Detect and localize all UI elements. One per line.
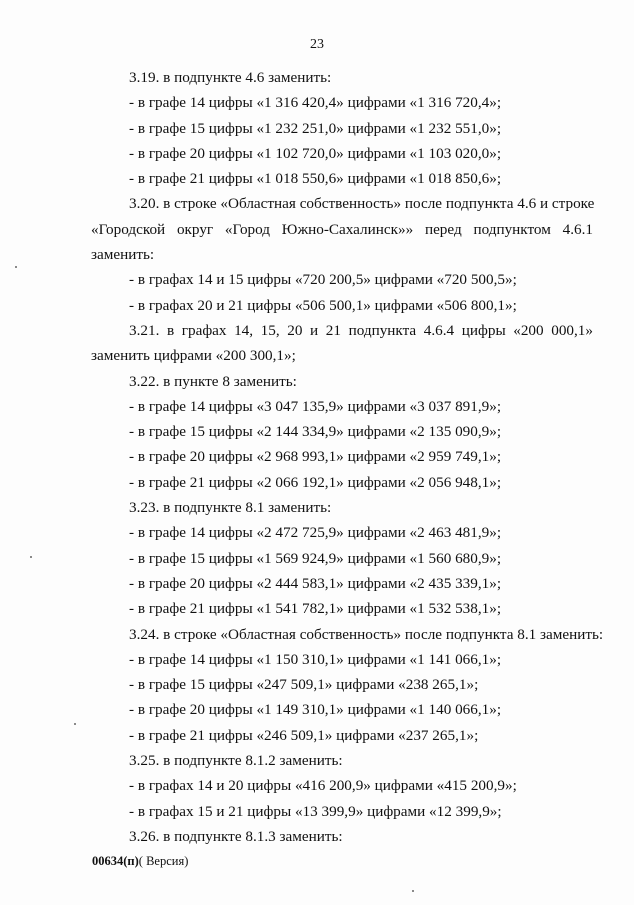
clause-3-19-item: - в графе 20 цифры «1 102 720,0» цифрами «1 103 020,0»; (129, 144, 502, 162)
scan-speck (30, 556, 32, 558)
clause-3-21-line-1: 3.21. в графах 14, 15, 20 и 21 подпункта 4.6.4 цифры «200 000,1» (129, 321, 593, 339)
scan-speck (74, 723, 76, 725)
clause-3-19-item: - в графе 14 цифры «1 316 420,4» цифрами «1 316 720,4»; (129, 94, 502, 112)
clause-3-23-item: - в графе 15 цифры «1 569 924,9» цифрами «1 560 680,9»; (129, 549, 502, 567)
clause-3-24-heading: 3.24. в строке «Областная собственность» после подпункта 8.1 заменить: (129, 625, 604, 643)
clause-3-23-heading: 3.23. в подпункте 8.1 заменить: (129, 499, 332, 517)
scan-speck (15, 266, 17, 268)
scan-speck (412, 890, 414, 892)
clause-3-22-item: - в графе 14 цифры «3 047 135,9» цифрами «3 037 891,9»; (129, 397, 502, 415)
clause-3-21-line-2: заменить цифрами «200 300,1»; (91, 347, 296, 365)
clause-3-25-item: - в графах 14 и 20 цифры «416 200,9» цифрами «415 200,9»; (129, 777, 517, 795)
clause-3-24-item: - в графе 15 цифры «247 509,1» цифрами «238 265,1»; (129, 676, 479, 694)
clause-3-24-item: - в графе 21 цифры «246 509,1» цифрами «237 265,1»; (129, 726, 479, 744)
clause-3-22-item: - в графе 20 цифры «2 968 993,1» цифрами «2 959 749,1»; (129, 448, 502, 466)
document-body (91, 65, 604, 849)
page-number: 23 (310, 37, 324, 52)
clause-3-20-item: - в графах 20 и 21 цифры «506 500,1» цифрами «506 800,1»; (129, 296, 517, 314)
clause-3-20-heading-line-2: «Городской округ «Город Южно-Сахалинск»» перед подпунктом 4.6.1 (91, 220, 593, 238)
clause-3-22-item: - в графе 21 цифры «2 066 192,1» цифрами «2 056 948,1»; (129, 473, 502, 491)
clause-3-22-item: - в графе 15 цифры «2 144 334,9» цифрами «2 135 090,9»; (129, 423, 502, 441)
clause-3-19-heading: 3.19. в подпункте 4.6 заменить: (129, 69, 332, 86)
clause-3-24-item: - в графе 20 цифры «1 149 310,1» цифрами «1 140 066,1»; (129, 701, 502, 719)
clause-3-20-heading-line-1: 3.20. в строке «Областная собственность» после подпункта 4.6 и строке (129, 195, 595, 213)
document-footer-code (92, 854, 188, 869)
clause-3-23-item: - в графе 20 цифры «2 444 583,1» цифрами «2 435 339,1»; (129, 574, 502, 592)
clause-3-26-heading: 3.26. в подпункте 8.1.3 заменить: (129, 827, 343, 845)
clause-3-20-heading-line-3: заменить: (91, 246, 155, 264)
clause-3-20-item: - в графах 14 и 15 цифры «720 200,5» цифрами «720 500,5»; (129, 271, 517, 289)
clause-3-19-item: - в графе 15 цифры «1 232 251,0» цифрами «1 232 551,0»; (129, 119, 502, 137)
clause-3-23-item: - в графе 14 цифры «2 472 725,9» цифрами «2 463 481,9»; (129, 524, 502, 542)
clause-3-25-heading: 3.25. в подпункте 8.1.2 заменить: (129, 752, 343, 770)
clause-3-25-item: - в графах 15 и 21 цифры «13 399,9» цифрами «12 399,9»; (129, 802, 502, 820)
clause-3-19-item: - в графе 21 цифры «1 018 550,6» цифрами «1 018 850,6»; (129, 170, 502, 188)
clause-3-24-item: - в графе 14 цифры «1 150 310,1» цифрами «1 141 066,1»; (129, 650, 502, 668)
clause-3-22-heading: 3.22. в пункте 8 заменить: (129, 372, 297, 390)
clause-3-23-item: - в графе 21 цифры «1 541 782,1» цифрами «1 532 538,1»; (129, 600, 502, 618)
footer-version-label: ( Версия) (138, 854, 189, 868)
footer-document-number: 00634(п) (92, 854, 139, 868)
